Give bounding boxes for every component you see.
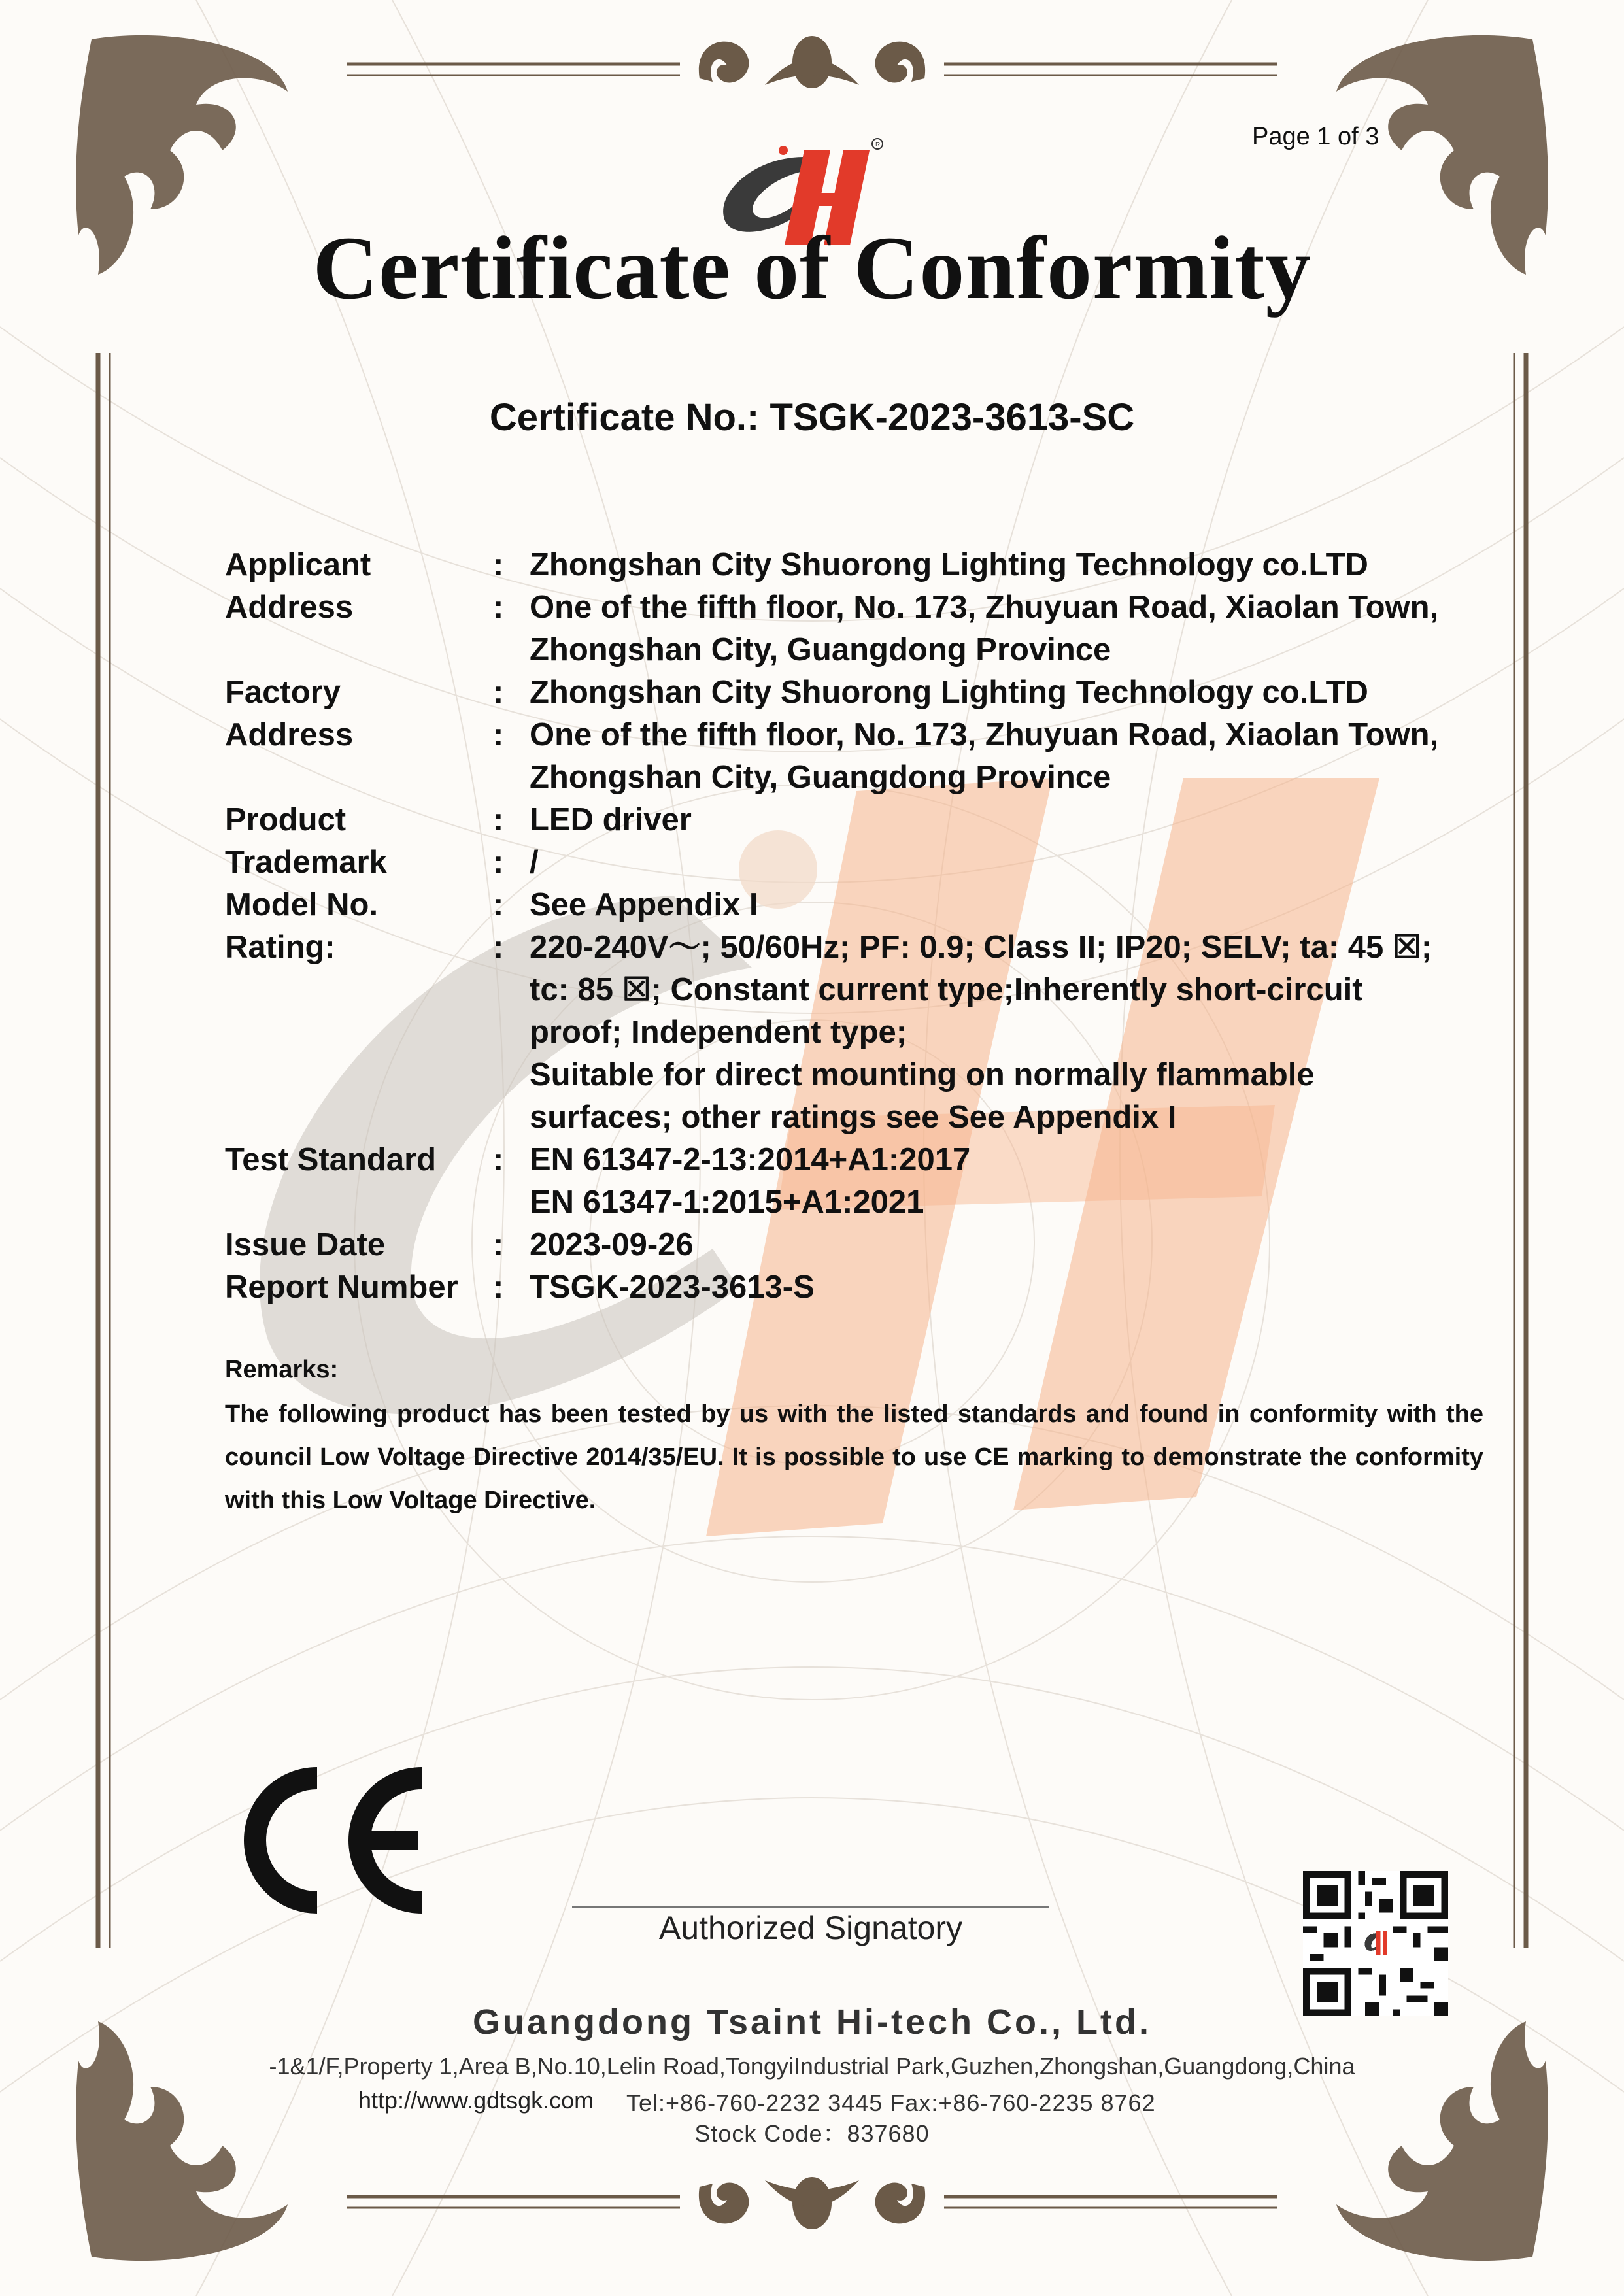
signature-line xyxy=(572,1906,1049,1908)
certificate-number: Certificate No.: TSGK-2023-3613-SC xyxy=(489,396,1135,439)
certificate-title: Certificate of Conformity xyxy=(313,218,1311,318)
field-product: Product : LED driver xyxy=(225,802,692,837)
issuing-company-name: Guangdong Tsaint Hi-tech Co., Ltd. xyxy=(473,2002,1151,2042)
ce-mark-icon xyxy=(232,1765,435,1916)
authorized-signatory-label: Authorized Signatory xyxy=(658,1910,963,1946)
field-applicant-address: Address : One of the fifth floor, No. 173, Zhuyuan Road, Xiaolan Town, Zhongshan City, Guangdong Province xyxy=(225,590,1439,667)
field-issue-date: Issue Date : 2023-09-26 xyxy=(225,1227,694,1262)
company-website-link[interactable]: http://www.gdtsgk.com xyxy=(358,2087,594,2114)
field-rating: Rating: : 220-240V～; 50/60Hz; PF: 0.9; Class II; IP20; SELV; ta: 45 ☒; tc: 85 ☒; Constant current type;Inherently short-circuit proof; Independent type; Suitable for direct mounting on normally flammable surfaces; other ratings see See Appendix I xyxy=(225,930,1432,1135)
svg-text:R: R xyxy=(875,141,881,148)
remarks-title: Remarks: xyxy=(225,1356,339,1383)
qr-code-icon xyxy=(1303,1871,1448,2016)
field-trademark: Trademark : / xyxy=(225,845,539,880)
field-factory-address: Address : One of the fifth floor, No. 173, Zhuyuan Road, Xiaolan Town, Zhongshan City, Guangdong Province xyxy=(225,717,1439,795)
field-model-no: Model No. : See Appendix I xyxy=(225,887,758,922)
stock-code: Stock Code：837680 xyxy=(694,2120,930,2147)
company-phone-fax: Tel:+86-760-2232 3445 Fax:+86-760-2235 8762 xyxy=(626,2089,1156,2116)
field-report-number: Report Number : TSGK-2023-3613-S xyxy=(225,1270,815,1305)
field-test-standard: Test Standard : EN 61347-2-13:2014+A1:2017 EN 61347-1:2015+A1:2021 xyxy=(225,1142,971,1220)
remarks-text: The following product has been tested by us with the listed standards and found in conformity with the council Low Voltage Directive 2014/35/EU. It is possible to use CE marking to demonstrate the conformity with this Low Voltage Directive. xyxy=(225,1400,1483,1514)
page-number: Page 1 of 3 xyxy=(1252,123,1379,150)
certificate-fields xyxy=(225,544,1480,1309)
field-applicant: Applicant : Zhongshan City Shuorong Lighting Technology co.LTD xyxy=(225,547,1368,582)
field-factory: Factory : Zhongshan City Shuorong Lighting Technology co.LTD xyxy=(225,675,1368,710)
issuing-company-address: -1&1/F,Property 1,Area B,No.10,Lelin Road,TongyiIndustrial Park,Guzhen,Zhongshan,Guangdong,China xyxy=(269,2053,1355,2080)
